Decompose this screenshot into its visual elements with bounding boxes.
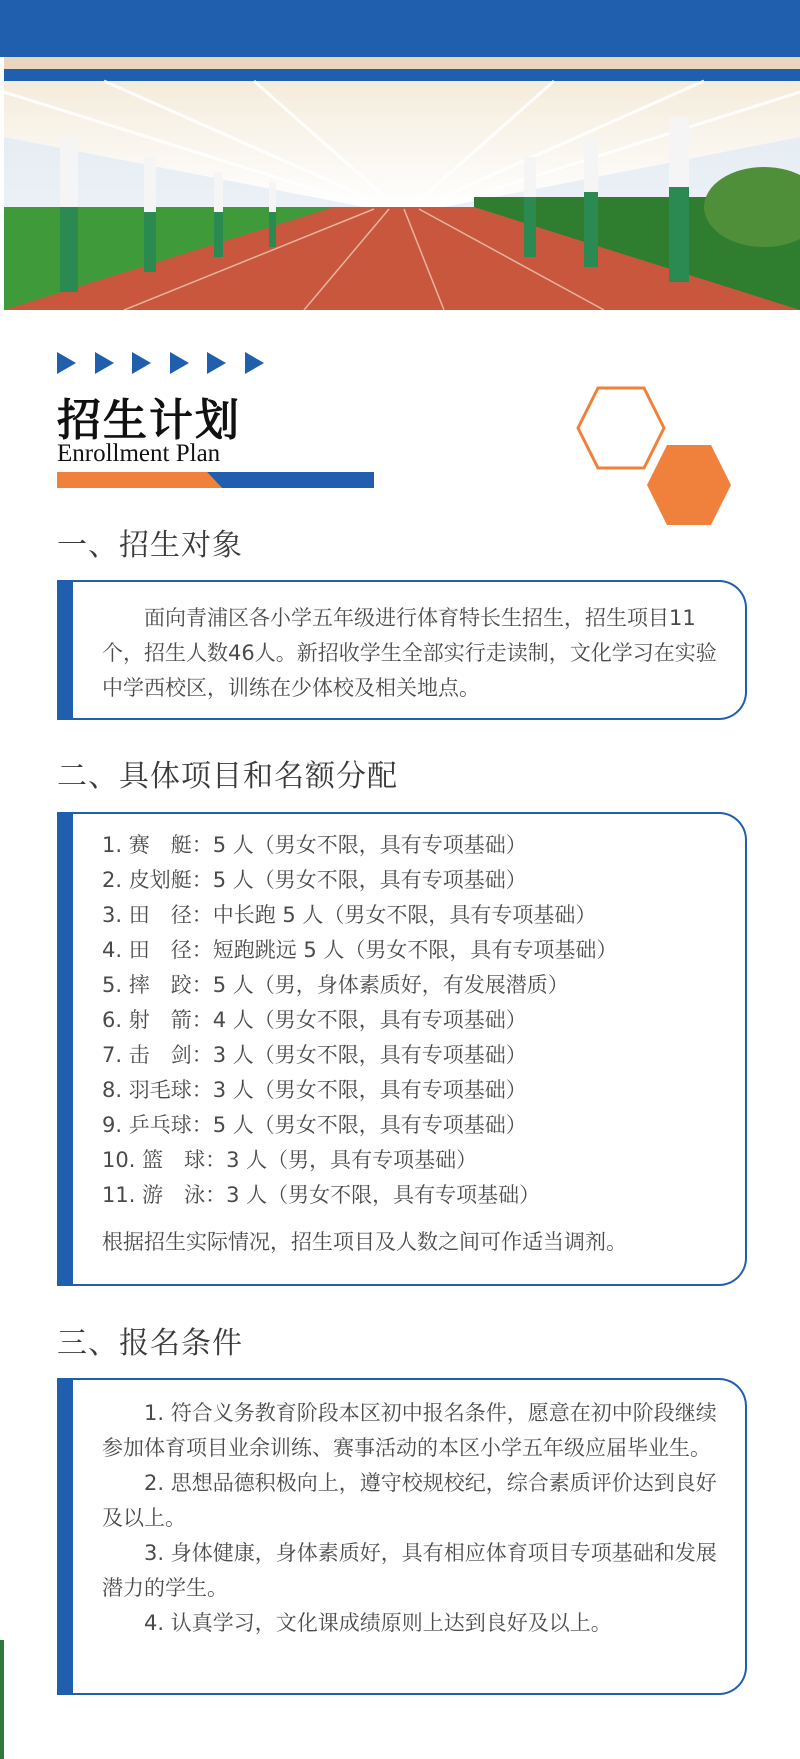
list-item: 10. 篮 球：3 人（男，具有专项基础） <box>102 1148 478 1172</box>
list-item: 9. 乒乓球：5 人（男女不限，具有专项基础） <box>102 1113 527 1137</box>
condition-item: 2. 思想品德积极向上，遵守校规校纪，综合素质评价达到良好及以上。 <box>102 1471 717 1530</box>
list-item: 1. 赛 艇：5 人（男女不限，具有专项基础） <box>102 833 527 857</box>
running-track-canopy-photo <box>4 57 800 310</box>
target-card <box>57 580 747 720</box>
condition-item: 1. 符合义务教育阶段本区初中报名条件，愿意在初中阶段继续参加体育项目业余训练、赛事活动的本区小学五年级应届毕业生。 <box>102 1401 717 1460</box>
page-title: 招生计划 <box>57 395 241 446</box>
list-item: 6. 射 箭：4 人（男女不限，具有专项基础） <box>102 1008 527 1032</box>
quota-card <box>57 812 747 1286</box>
list-item: 3. 田 径：中长跑 5 人（男女不限，具有专项基础） <box>102 903 597 927</box>
page-subtitle: Enrollment Plan <box>57 440 221 467</box>
section-heading-quota: 二、具体项目和名额分配 <box>57 759 398 794</box>
target-paragraph: 面向青浦区各小学五年级进行体育特长生招生，招生项目11个，招生人数46人。新招收学生全部实行走读制，文化学习在实验中学西校区，训练在少体校及相关地点。 <box>102 606 717 700</box>
list-item: 2. 皮划艇：5 人（男女不限，具有专项基础） <box>102 868 527 892</box>
title-underline-bar <box>57 472 374 488</box>
adjustment-note: 根据招生实际情况，招生项目及人数之间可作适当调剂。 <box>102 1230 627 1254</box>
requirements-card <box>57 1378 747 1695</box>
hexagon-filled-icon <box>645 443 733 527</box>
top-banner-bar <box>0 0 800 57</box>
list-item: 7. 击 剑：3 人（男女不限，具有专项基础） <box>102 1043 527 1067</box>
list-item: 11. 游 泳：3 人（男女不限，具有专项基础） <box>102 1183 541 1207</box>
list-item: 8. 羽毛球：3 人（男女不限，具有专项基础） <box>102 1078 527 1102</box>
section-heading-requirements: 三、报名条件 <box>57 1326 243 1361</box>
condition-item: 4. 认真学习，文化课成绩原则上达到良好及以上。 <box>144 1611 612 1635</box>
condition-item: 3. 身体健康，身体素质好，具有相应体育项目专项基础和发展潜力的学生。 <box>102 1541 717 1600</box>
left-edge-photo-strip <box>0 1640 4 1759</box>
section-heading-target: 一、招生对象 <box>57 528 243 563</box>
list-item: 5. 摔 跤：5 人（男，身体素质好，有发展潜质） <box>102 973 569 997</box>
list-item: 4. 田 径：短跑跳远 5 人（男女不限，具有专项基础） <box>102 938 618 962</box>
